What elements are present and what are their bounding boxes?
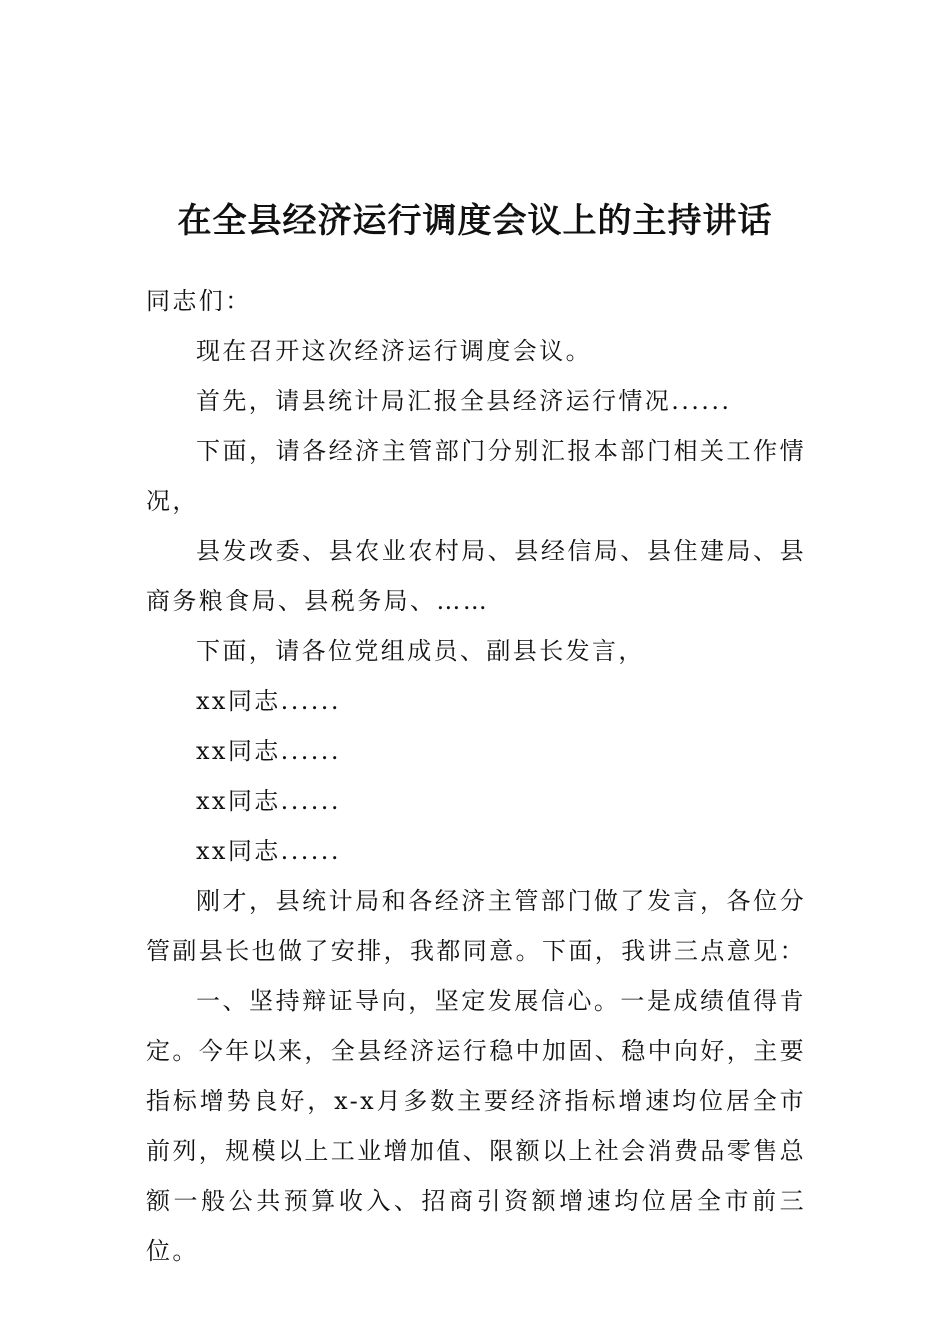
speaker-line: xx同志...... <box>196 737 341 765</box>
paragraph-opening: 现在召开这次经济运行调度会议。 <box>196 337 592 365</box>
paragraph-leader-speeches: 下面，请各位党组成员、副县长发言， <box>196 637 645 665</box>
paragraph-department-reports: 下面，请各经济主管部门分别汇报本部门相关工作情况， <box>146 437 806 515</box>
paragraph-statistics-report: 首先，请县统计局汇报全县经济运行情况...... <box>196 387 732 415</box>
speaker-line: xx同志...... <box>196 787 341 815</box>
paragraph-three-points-intro: 刚才，县统计局和各经济主管部门做了发言，各位分管副县长也做了安排，我都同意。下面，我讲三点意见： <box>146 887 806 965</box>
speaker-line: xx同志...... <box>196 837 341 865</box>
salutation: 同志们： <box>146 287 252 315</box>
paragraph-department-list: 县发改委、县农业农村局、县经信局、县住建局、县商务粮食局、县税务局、…… <box>146 537 806 615</box>
speaker-line: xx同志...... <box>196 687 341 715</box>
document-title: 在全县经济运行调度会议上的主持讲话 <box>177 200 773 241</box>
paragraph-point-one: 一、坚持辩证导向，坚定发展信心。一是成绩值得肯定。今年以来，全县经济运行稳中加固、稳中向好，主要指标增势良好，x-x月多数主要经济指标增速均位居全市前列，规模以上工业增加值、限额以上社会消费品零售总额一般公共预算收入、招商引资额增速均位居全市前三位。 <box>146 987 806 1265</box>
document-body <box>146 276 806 1276</box>
